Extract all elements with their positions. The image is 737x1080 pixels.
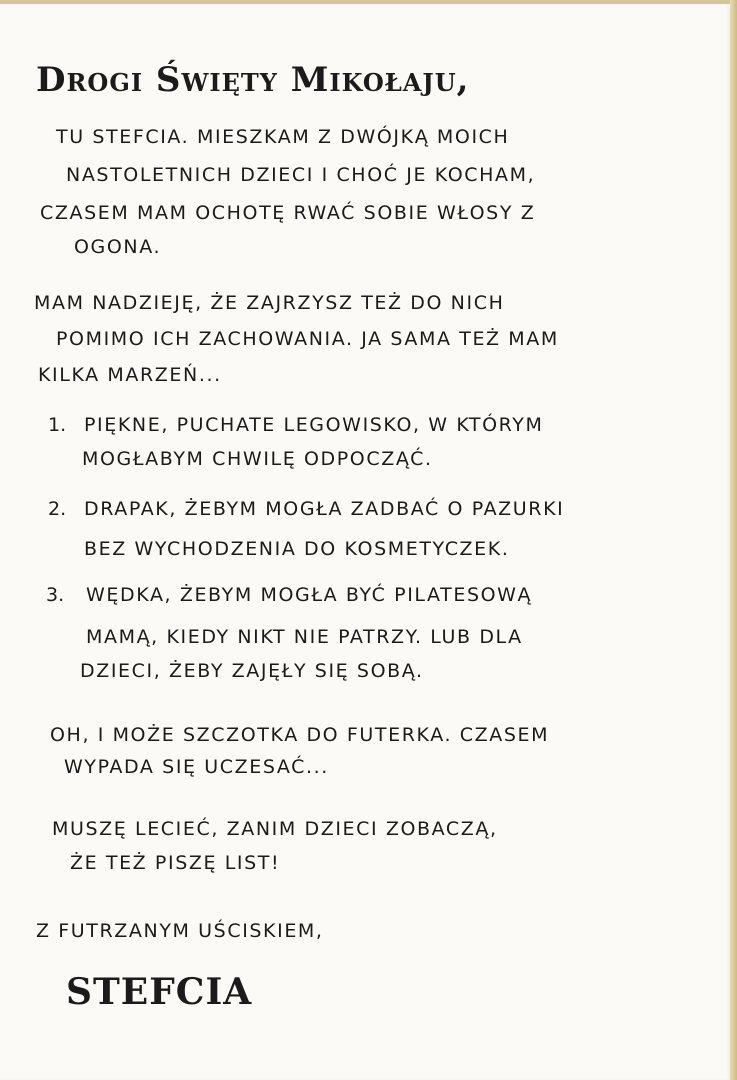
table-edge-right (730, 0, 737, 1080)
wish-1-line-2: MOGŁABYM CHWILĘ ODPOCZĄĆ. (82, 448, 433, 470)
wish-2-line-2: BEZ WYCHODZENIA DO KOSMETYCZEK. (84, 538, 510, 560)
wish-3-line-2: MAMĄ, KIEDY NIKT NIE PATRZY. LUB DLA (86, 626, 523, 648)
paragraph-2-line-3: KILKA MARZEŃ... (38, 364, 222, 386)
paragraph-1-line-1: TU STEFCIA. MIESZKAM Z DWÓJKĄ MOICH (56, 126, 510, 148)
letter-signature: STEFCIA (66, 971, 253, 1013)
paragraph-1-line-3: CZASEM MAM OCHOTĘ RWAĆ SOBIE WŁOSY Z (40, 202, 536, 224)
paragraph-4-line-2: ŻE TEŻ PISZĘ LIST! (70, 852, 281, 874)
letter-greeting: Drogi Święty Mikołaju, (36, 60, 470, 100)
letter-closing: Z FUTRZANYM UŚCISKIEM, (36, 920, 324, 942)
letter-paper (0, 4, 730, 1080)
wish-2-number: 2. (48, 498, 67, 520)
wish-1-line-1: PIĘKNE, PUCHATE LEGOWISKO, W KTÓRYM (84, 414, 544, 436)
paragraph-3-line-2: WYPADA SIĘ UCZESAĆ... (64, 756, 329, 778)
paragraph-2-line-1: MAM NADZIEJĘ, ŻE ZAJRZYSZ TEŻ DO NICH (34, 292, 505, 314)
paragraph-3-line-1: OH, I MOŻE SZCZOTKA DO FUTERKA. CZASEM (50, 724, 550, 746)
wish-2-line-1: DRAPAK, ŻEBYM MOGŁA ZADBAĆ O PAZURKI (84, 498, 565, 520)
paragraph-2-line-2: POMIMO ICH ZACHOWANIA. JA SAMA TEŻ MAM (56, 328, 559, 350)
wish-3-line-3: DZIECI, ŻEBY ZAJĘŁY SIĘ SOBĄ. (80, 660, 424, 682)
paragraph-4-line-1: MUSZĘ LECIEĆ, ZANIM DZIECI ZOBACZĄ, (52, 818, 498, 840)
paragraph-1-line-4: OGONA. (74, 236, 162, 258)
wish-3-number: 3. (46, 584, 65, 606)
wish-1-number: 1. (48, 414, 67, 436)
wish-3-line-1: WĘDKA, ŻEBYM MOGŁA BYĆ PILATESOWĄ (86, 584, 533, 606)
paragraph-1-line-2: NASTOLETNICH DZIECI I CHOĆ JE KOCHAM, (66, 164, 536, 186)
